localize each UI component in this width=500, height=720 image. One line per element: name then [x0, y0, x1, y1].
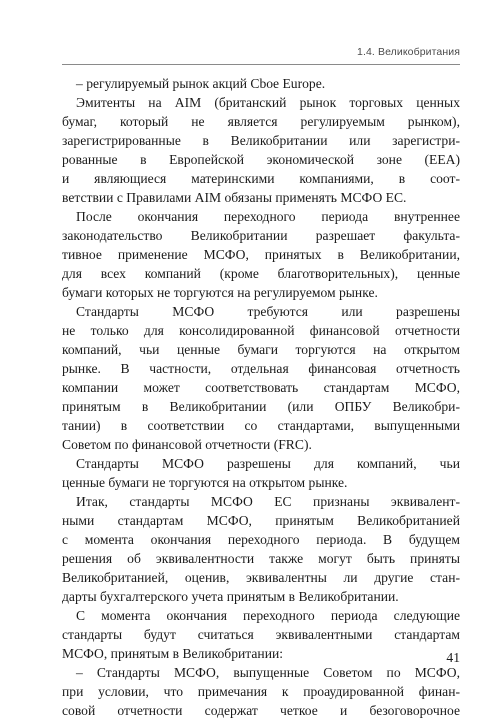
- text-line: рованные в Европейской экономической зоне (EEA): [62, 152, 460, 167]
- text-line: совой отчетности содержат четкое и безоговорочное: [62, 703, 460, 718]
- text-line: не только для консолидированной финансовой отчетности: [62, 323, 460, 338]
- text-line: ными стандартам МСФО, принятым Великобританией: [62, 513, 460, 528]
- text-line: Эмитенты на AIM (британский рынок торговых ценных: [76, 95, 460, 110]
- text-line: рынке. В частности, отдельная финансовая отчетность: [62, 361, 460, 376]
- text-line: компаний, чьи ценные бумаги торгуются на открытом: [62, 342, 460, 357]
- text-line: решения об эквивалентности также могут быть приняты: [62, 551, 460, 566]
- text-line: – Стандарты МСФО, выпущенные Советом по МСФО,: [76, 665, 460, 680]
- running-header: 1.4. Великобритания: [357, 46, 460, 58]
- text-line: – регулируемый рынок акций Cboe Europe.: [76, 76, 326, 91]
- text-line: при условии, что примечания к проаудированной финан-: [62, 684, 460, 699]
- text-line: дарты бухгалтерского учета принятым в Великобритании.: [62, 589, 399, 604]
- text-line: тивное применение МСФО, принятых в Великобритании,: [62, 247, 460, 262]
- text-line: ветствии с Правилами AIM обязаны применять МСФО ЕС.: [62, 190, 407, 205]
- text-line: и являющиеся материнскими компаниями, в соот-: [62, 171, 460, 186]
- text-line: МСФО, принятым в Великобритании:: [62, 646, 284, 661]
- text-line: С момента окончания переходного периода следующие: [76, 608, 460, 623]
- text-line: для всех компаний (кроме благотворительных), ценные: [62, 266, 460, 281]
- text-line: бумаг, который не является регулируемым рынком),: [62, 114, 460, 129]
- text-line: с момента окончания переходного периода. В будущем: [62, 532, 460, 547]
- text-line: Великобританией, оценив, эквивалентны ли другие стан-: [62, 570, 460, 585]
- text-line: Советом по финансовой отчетности (FRC).: [62, 437, 312, 452]
- text-line: тании) в соответствии со стандартами, выпущенными: [62, 418, 460, 433]
- text-line: стандарты будут считаться эквивалентными стандартам: [62, 627, 460, 642]
- text-line: Итак, стандарты МСФО ЕС признаны эквивалент-: [76, 494, 460, 509]
- text-line: компании может соответствовать стандартам МСФО,: [62, 380, 460, 395]
- page-number: 41: [446, 650, 460, 665]
- text-line: После окончания переходного периода внутреннее: [76, 209, 460, 224]
- text-line: Стандарты МСФО разрешены для компаний, чьи: [76, 456, 460, 471]
- text-line: бумаги которых не торгуются на регулируемом рынке.: [62, 285, 378, 300]
- body-text: [62, 74, 460, 720]
- header-rule: [62, 64, 460, 65]
- text-line: зарегистрированные в Великобритании или зарегистри-: [62, 133, 460, 148]
- text-line: принятым в Великобритании (или ОПБУ Великобри-: [62, 399, 460, 414]
- text-line: законодательство Великобритании разрешает факульта-: [62, 228, 460, 243]
- text-line: Стандарты МСФО требуются или разрешены: [76, 304, 460, 319]
- text-line: ценные бумаги не торгуются на открытом рынке.: [62, 475, 348, 490]
